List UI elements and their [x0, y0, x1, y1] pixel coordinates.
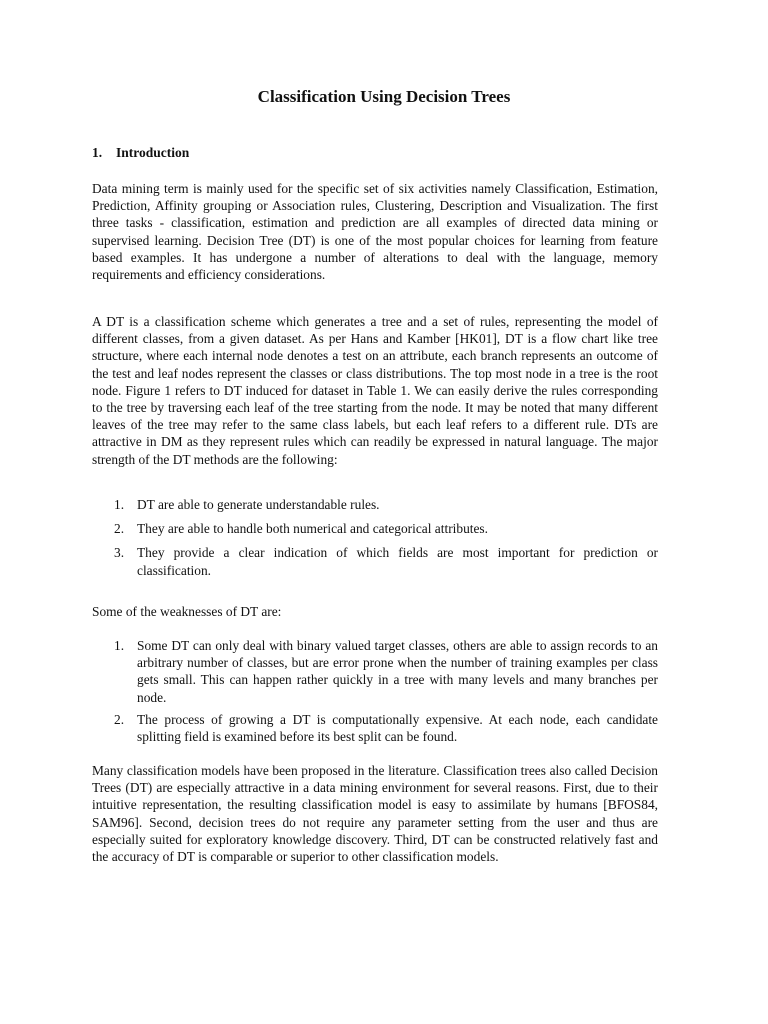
paragraph-weaknesses-intro: Some of the weaknesses of DT are: — [92, 604, 282, 619]
list-item — [92, 520, 658, 537]
list-item-text: They are able to handle both numerical and categorical attributes. — [137, 521, 488, 537]
section-heading — [92, 144, 189, 162]
document-title: Classification Using Decision Trees — [257, 87, 511, 106]
weaknesses-list — [92, 637, 658, 750]
list-item — [92, 637, 658, 706]
strengths-list — [92, 496, 658, 586]
list-marker: 3. — [114, 545, 125, 561]
list-item — [92, 711, 658, 745]
list-item — [92, 496, 658, 513]
list-marker: 2. — [114, 521, 125, 537]
list-item — [92, 544, 658, 578]
list-marker: 2. — [114, 711, 125, 727]
section-title: Introduction — [116, 145, 190, 160]
list-item-text: They provide a clear indication of which fields are most important for prediction or classification. — [137, 545, 658, 578]
list-item-text: Some DT can only deal with binary valued target classes, others are able to assign records to an arbitrary number of classes, but are error prone when the number of training examples per class gets small. This can happen rather quickly in a tree with many levels and many branches per node. — [137, 638, 658, 705]
paragraph-classification-models: Many classification models have been proposed in the literature. Classification trees also called Decision Trees (DT) are especially attractive in a data mining environment for several reasons. First, due to their intuitive representation, the resulting classification model is easy to assimilate by humans [BFOS84, SAM96]. Second, decision trees do not require any parameter setting from the user and thus are especially suited for exploratory knowledge discovery. Third, DT can be constructed relatively fast and the accuracy of DT is comparable or superior to other classification models. — [92, 763, 658, 865]
list-item-text: DT are able to generate understandable rules. — [137, 497, 380, 512]
list-marker: 1. — [114, 497, 125, 512]
section-number: 1. — [92, 145, 103, 160]
paragraph-intro: Data mining term is mainly used for the specific set of six activities namely Classification, Estimation, Prediction, Affinity grouping or Association rules, Clustering, Description and Visualization. The first three tasks - classification, estimation and prediction are all examples of directed data mining or supervised learning. Decision Tree (DT) is one of the most popular choices for learning from feature based examples. It has undergone a number of alterations to deal with the language, memory requirements and efficiency considerations. — [92, 181, 658, 283]
list-marker: 1. — [114, 638, 125, 653]
paragraph-dt-definition: A DT is a classification scheme which generates a tree and a set of rules, representing the model of different classes, from a given dataset. As per Hans and Kamber [HK01], DT is a flow chart like tree structure, where each internal node denotes a test on an attribute, each branch represents an outcome of the test and leaf nodes represent the classes or class distributions. The top most node in a tree is the root node. Figure 1 refers to DT induced for dataset in Table 1. We can easily derive the rules corresponding to the tree by traversing each leaf of the tree starting from the node. It may be noted that many different leaves of the tree may refer to the same class labels, but each leaf refers to a different rule. DTs are attractive in DM as they represent rules which can readily be expressed in natural language. The major strength of the DT methods are the following: — [92, 314, 658, 467]
list-item-text: The process of growing a DT is computationally expensive. At each node, each candidate splitting field is examined before its best split can be found. — [137, 711, 658, 745]
